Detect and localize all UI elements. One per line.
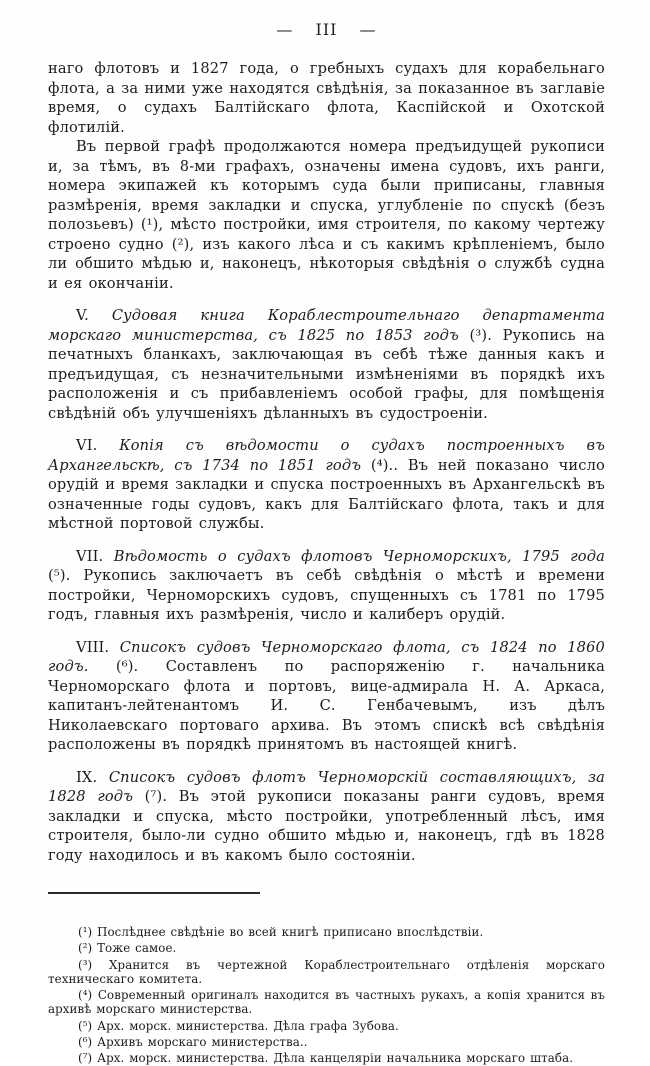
footnote-separator xyxy=(48,892,260,894)
text-run: VIII. xyxy=(76,638,120,656)
footnote-item: (⁴) Современный оригиналъ находится въ частныхъ рукахъ, а копія хранится въ архивѣ морскаго министерства. xyxy=(48,988,605,1017)
manuscript-title-run: Судовая книга Кораблестроительнаго департамента морскаго министерства, съ 1825 по 1853 годъ xyxy=(48,307,606,344)
footnotes-list xyxy=(48,925,605,1066)
text-run: V. xyxy=(76,307,112,324)
footnote-item: (⁷) Арх. морск. министерства. Дѣла канцеляріи начальника морскаго штаба. xyxy=(78,1051,574,1066)
manuscript-title-run: Списокъ судовъ флотъ Черноморскій составляющихъ, за 1828 годъ xyxy=(48,768,605,805)
text-run: (⁶). Составленъ по распоряженію г. начальника Черноморскаго флота и портовъ, вице-адмирала Н. А. Аркаса, капитанъ-лейтенантомъ И. С. Генбачевымъ, изъ дѣлъ Николаевскаго портоваго архива. Въ этомъ спискѣ всѣ свѣдѣнія расположены въ порядкѣ принятомъ въ настоящей книгѣ. xyxy=(48,658,605,753)
paragraph-item-ix xyxy=(48,768,605,866)
text-run: VII. xyxy=(76,547,114,565)
text-run: (⁷). Въ этой рукописи показаны ранги судовъ, время закладки и спуска, мѣсто постройки, употребленный лѣсъ, имя строителя, было-ли судно обшито мѣдью и, наконецъ, гдѣ въ 1828 году находилось и въ какомъ было состояніи. xyxy=(48,788,605,864)
footnote-item: (¹) Послѣднее свѣдѣніе во всей книгѣ приписано впослѣдствіи. xyxy=(78,925,484,939)
footnote-item: (²) Тоже самое. xyxy=(78,941,177,956)
paragraph-item-viii xyxy=(48,638,605,755)
manuscript-title-run: Вѣдомость о судахъ флотовъ Черноморскихъ, 1795 года xyxy=(113,547,605,565)
footnote-item: (⁵) Арх. морск. министерства. Дѣла графа Зубова. xyxy=(78,1018,399,1033)
text-run: (³). Рукопись на печатныхъ бланкахъ, заключающая въ себѣ тѣже данныя какъ и предъидущая, съ незначительными измѣненіями въ порядкѣ ихъ расположенія и съ прибавленіемъ особой графы, для помѣщенія свѣдѣній объ улучшеніяхъ дѣланныхъ въ судостроеніи. xyxy=(48,326,605,422)
footnote-item: (⁶) Архивъ морскаго министерства.. xyxy=(78,1035,308,1050)
text-run: IX. xyxy=(76,768,109,786)
page-number: — III — xyxy=(276,20,377,39)
text-run: наго флотовъ и 1827 года, о гребныхъ судахъ для корабельнаго флота, а за ними уже находятся свѣдѣнія, за показанное въ заглавіе время, о судахъ Балтійскаго флота, Каспійской и Охотской флотилій. xyxy=(48,60,605,136)
paragraph-graph-description xyxy=(48,137,605,293)
body-text xyxy=(48,59,605,865)
text-run: VI. xyxy=(76,437,120,454)
manuscript-title-run: Списокъ судовъ Черноморскаго флота, съ 1824 по 1860 годъ. xyxy=(48,638,605,675)
text-run: Въ первой графѣ продолжаются номера предъидущей рукописи и, за тѣмъ, въ 8-ми графахъ, означены имена судовъ, ихъ ранги, номера экипажей къ которымъ суда были приписаны, главныя размѣренія, время закладки и спуска, углубленіе по спускѣ (безъ полозьевъ) (¹), мѣсто постройки, имя строителя, по какому чертежу строено судно (²), изъ какого лѣса и съ какимъ крѣпленіемъ, было ли обшито мѣдью и, наконецъ, нѣкоторыя свѣдѣнія о службѣ судна и ея окончаніи. xyxy=(48,138,605,292)
text-run: (⁴).. Въ ней показано число орудій и время закладки и спуска построенныхъ въ Архангельскѣ въ означенные годы судовъ, какъ для Балтійскаго флота, такъ и для мѣстной портовой службы. xyxy=(48,456,605,532)
footnote-item: (³) Хранится въ чертежной Кораблестроительнаго отдѣленія морскаго техническаго комитета. xyxy=(48,957,605,986)
text-run: (⁵). Рукопись заключаетъ въ себѣ свѣдѣнія о мѣстѣ и времени постройки, Черноморскихъ судовъ, спущенныхъ съ 1781 по 1795 годъ, главныя ихъ размѣренія, число и калиберъ орудій. xyxy=(48,567,605,623)
paragraph-item-v xyxy=(48,306,605,423)
manuscript-title-run: Копія съ вѣдомости о судахъ построенныхъ въ Архангельскѣ, съ 1734 по 1851 годъ xyxy=(48,437,606,474)
paragraph-continuation xyxy=(48,59,605,137)
paragraph-item-vii xyxy=(48,547,605,625)
paragraph-item-vi xyxy=(48,436,605,534)
